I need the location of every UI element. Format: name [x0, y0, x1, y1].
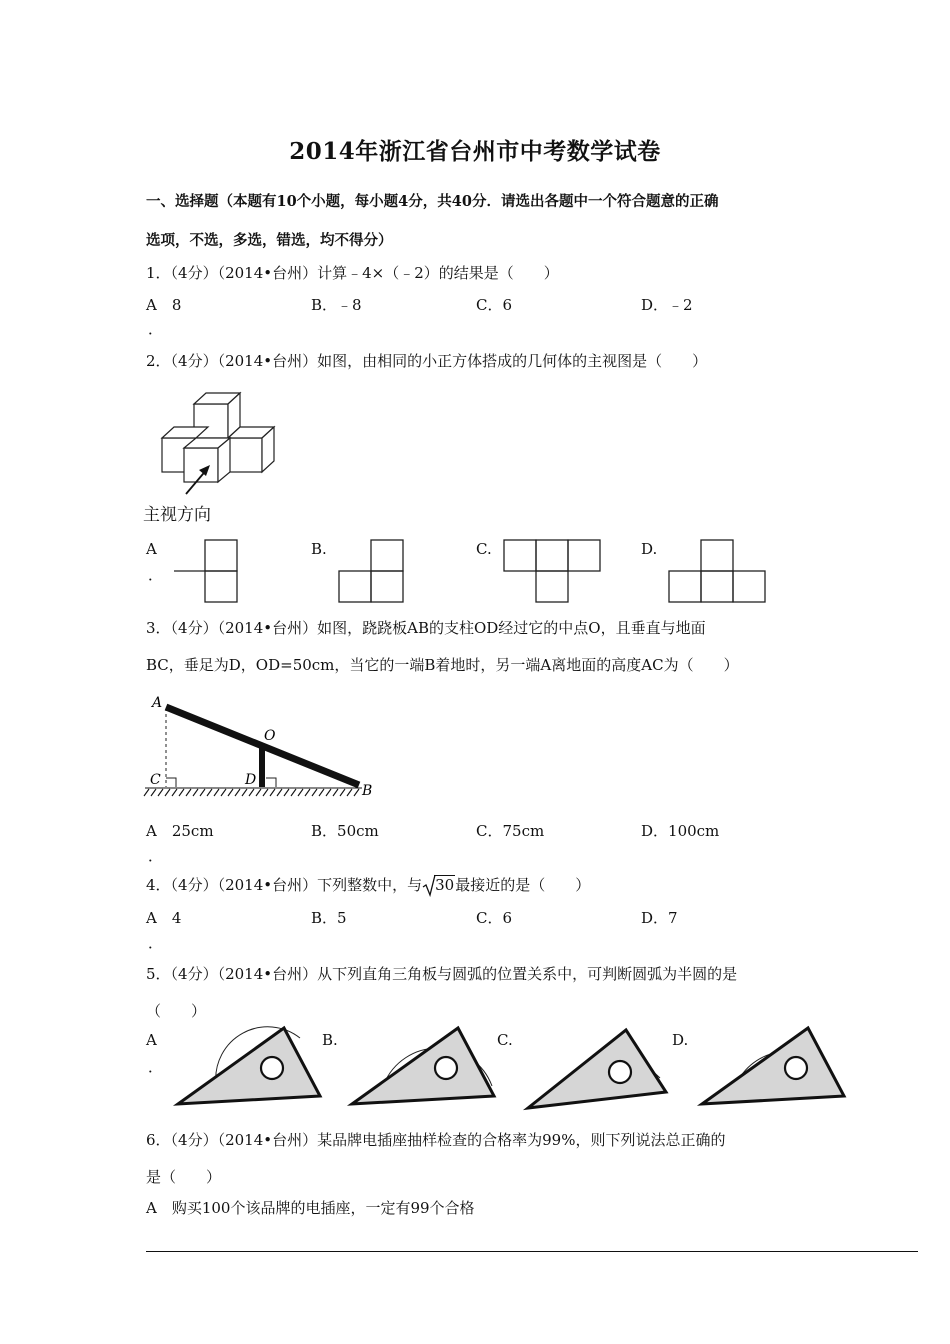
- q5-option-c-label[interactable]: C.: [497, 1031, 513, 1049]
- q1-option-d[interactable]: D．﹣2: [641, 296, 693, 314]
- q2-option-c-figure[interactable]: [502, 538, 602, 604]
- q3-option-c[interactable]: C．75cm: [476, 822, 545, 840]
- q4-option-a[interactable]: A 4: [146, 909, 182, 927]
- seesaw-figure: [140, 692, 380, 804]
- section-heading-line2: 选项，不选，多选，错选，均不得分）: [146, 232, 393, 249]
- q3-option-a[interactable]: A 25cm: [146, 822, 214, 840]
- section-heading-line1: 一、选择题（本题有10个小题，每小题4分，共40分．请选出各题中一个符合题意的正确: [146, 193, 719, 210]
- q5-option-b-figure[interactable]: [346, 1020, 498, 1110]
- q1-dot: ．: [148, 320, 164, 338]
- q3-dot: ．: [148, 847, 164, 865]
- question-6-line2: 是（ ）: [146, 1168, 222, 1186]
- footer-rule: [146, 1251, 918, 1252]
- q2-option-c-label[interactable]: C.: [476, 540, 492, 558]
- question-1-text: 1．（4分）（2014•台州）计算﹣4×（﹣2）的结果是（ ）: [146, 264, 559, 282]
- sqrt-expression: [422, 875, 455, 894]
- q2-dot: ．: [148, 566, 164, 584]
- label-d: D: [245, 772, 257, 788]
- q5-option-b-label[interactable]: B.: [322, 1031, 338, 1049]
- question-2-text: 2．（4分）（2014•台州）如图，由相同的小正方体搭成的几何体的主视图是（ ）: [146, 352, 708, 370]
- question-5-line2: （ ）: [146, 1002, 207, 1020]
- page-title: 2014年浙江省台州市中考数学试卷: [289, 138, 661, 165]
- q2-option-b-figure[interactable]: [337, 538, 407, 604]
- q4-option-d[interactable]: D．7: [641, 909, 678, 927]
- q2-option-a-figure[interactable]: [172, 538, 240, 604]
- label-c: C: [150, 772, 161, 788]
- q1-option-c[interactable]: C．6: [476, 296, 513, 314]
- q5-option-d-figure[interactable]: [696, 1020, 848, 1110]
- q1-option-b[interactable]: B．﹣8: [311, 296, 362, 314]
- q2-option-d-figure[interactable]: [667, 538, 767, 604]
- q5-dot: ．: [148, 1058, 164, 1076]
- q4-prefix: 4．（4分）（2014•台州）下列整数中，与: [146, 876, 423, 894]
- question-5-line1: 5．（4分）（2014•台州）从下列直角三角板与圆弧的位置关系中，可判断圆弧为半圆的是: [146, 965, 738, 983]
- question-6-line1: 6．（4分）（2014•台州）某品牌电插座抽样检查的合格率为99%，则下列说法总正确的: [146, 1131, 726, 1149]
- label-a: A: [152, 695, 163, 711]
- q4-option-c[interactable]: C．6: [476, 909, 513, 927]
- q4-suffix: 最接近的是（ ）: [455, 876, 591, 894]
- q3-option-d[interactable]: D．100cm: [641, 822, 720, 840]
- q2-option-b-label[interactable]: B.: [311, 540, 327, 558]
- q2-option-d-label[interactable]: D.: [641, 540, 658, 558]
- cube-solid-figure: [150, 390, 280, 502]
- q4-option-b[interactable]: B．5: [311, 909, 347, 927]
- view-direction-caption: 主视方向: [143, 505, 211, 525]
- q4-dot: ．: [148, 934, 164, 952]
- question-3-line1: 3．（4分）（2014•台州）如图，跷跷板AB的支柱OD经过它的中点O，且垂直与地面: [146, 619, 706, 637]
- q2-option-a-label[interactable]: A: [146, 540, 157, 558]
- q1-option-a[interactable]: A 8: [146, 296, 182, 314]
- q5-option-d-label[interactable]: D.: [672, 1031, 689, 1049]
- question-4-text: [146, 874, 590, 895]
- q5-option-a-label[interactable]: A: [146, 1031, 157, 1049]
- question-3-line2: BC，垂足为D，OD=50cm，当它的一端B着地时，另一端A离地面的高度AC为（ ）: [146, 656, 739, 674]
- q5-option-c-figure[interactable]: [522, 1020, 672, 1112]
- q3-option-b[interactable]: B．50cm: [311, 822, 379, 840]
- label-o: O: [264, 728, 276, 744]
- label-b: B: [362, 783, 373, 799]
- q5-option-a-figure[interactable]: [172, 1020, 324, 1110]
- sqrt-radicand: 30: [435, 876, 455, 894]
- q6-option-a[interactable]: A 购买100个该品牌的电插座，一定有99个合格: [146, 1199, 475, 1217]
